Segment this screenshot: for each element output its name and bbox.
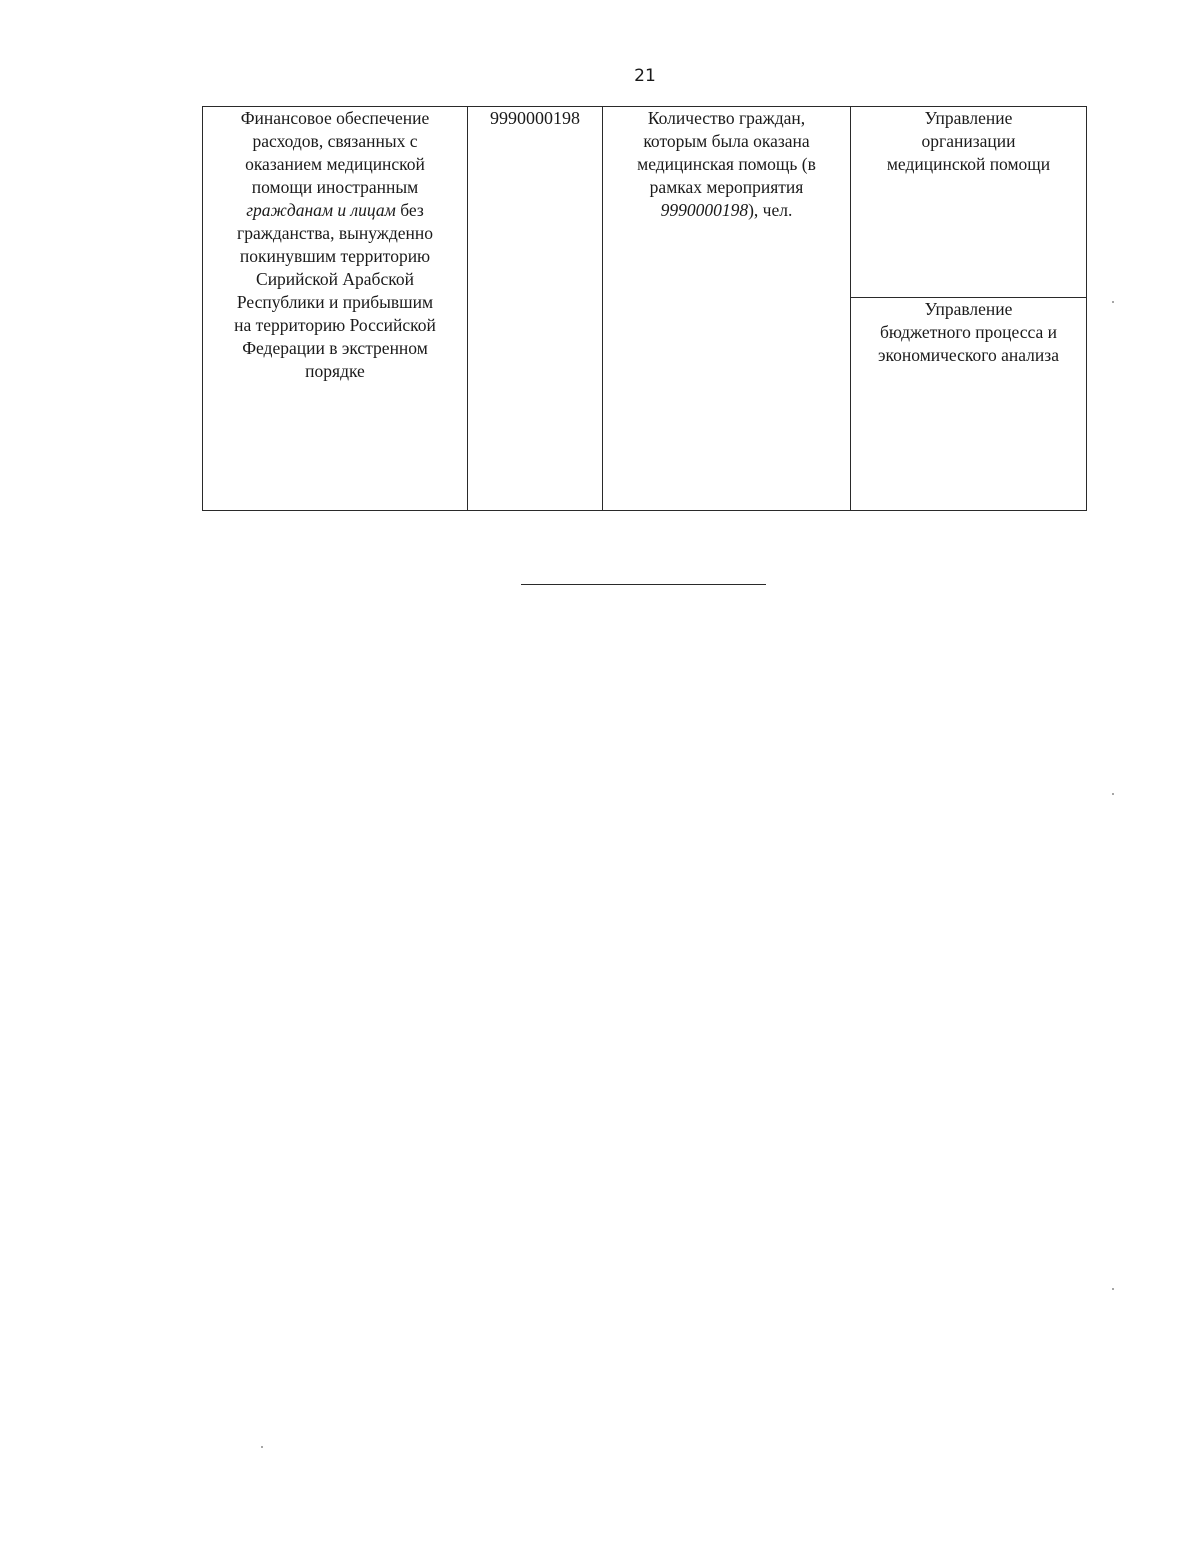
scan-speck [1112,1288,1114,1290]
department-line: медицинской помощи [886,154,1051,174]
scan-speck [261,1446,263,1448]
description-line: Республики и прибывшим [236,292,434,312]
description-line: покинувшим территорию [239,246,431,266]
department-cell-medical [851,107,1087,298]
department-line: организации [921,131,1016,151]
activity-description-cell [203,107,468,511]
description-line: порядке [305,361,365,381]
activity-code: 9990000198 [490,108,580,128]
department-line: экономического анализа [878,345,1059,365]
description-line: расходов, связанных с [252,131,418,151]
description-line: оказанием медицинской [245,154,425,174]
department-line: Управление [924,108,1013,128]
department-cell-budget [851,298,1087,511]
table-row [203,107,1087,298]
description-italic-fragment: гражданам и лицам [246,200,396,220]
closing-rule [521,584,766,585]
activity-code-cell [468,107,603,511]
indicator-italic-fragment: 9990000198 [660,200,749,220]
indicator-line: медицинская помощь (в [637,154,816,174]
department-line: Управление [924,299,1013,319]
description-fragment: без [395,200,424,220]
scan-speck [1112,793,1114,795]
indicator-cell [603,107,851,511]
description-line: гражданства, вынужденно [237,223,433,243]
indicator-line [607,199,846,222]
indicator-line: рамках мероприятия [649,177,804,197]
description-line: помощи иностранным [251,177,419,197]
indicator-fragment: ), чел. [748,200,793,220]
department-line: бюджетного процесса и [880,322,1057,342]
description-line [207,199,463,222]
description-line: на территорию Российской [234,315,436,335]
scan-speck [1112,301,1114,303]
description-line: Сирийской Арабской [256,269,414,289]
indicator-line: Количество граждан, [647,108,806,128]
page-number: 21 [634,66,656,86]
activity-table [202,106,1087,511]
description-line: Федерации в экстренном [242,338,428,358]
indicator-line: которым была оказана [643,131,810,151]
description-line: Финансовое обеспечение [240,108,430,128]
